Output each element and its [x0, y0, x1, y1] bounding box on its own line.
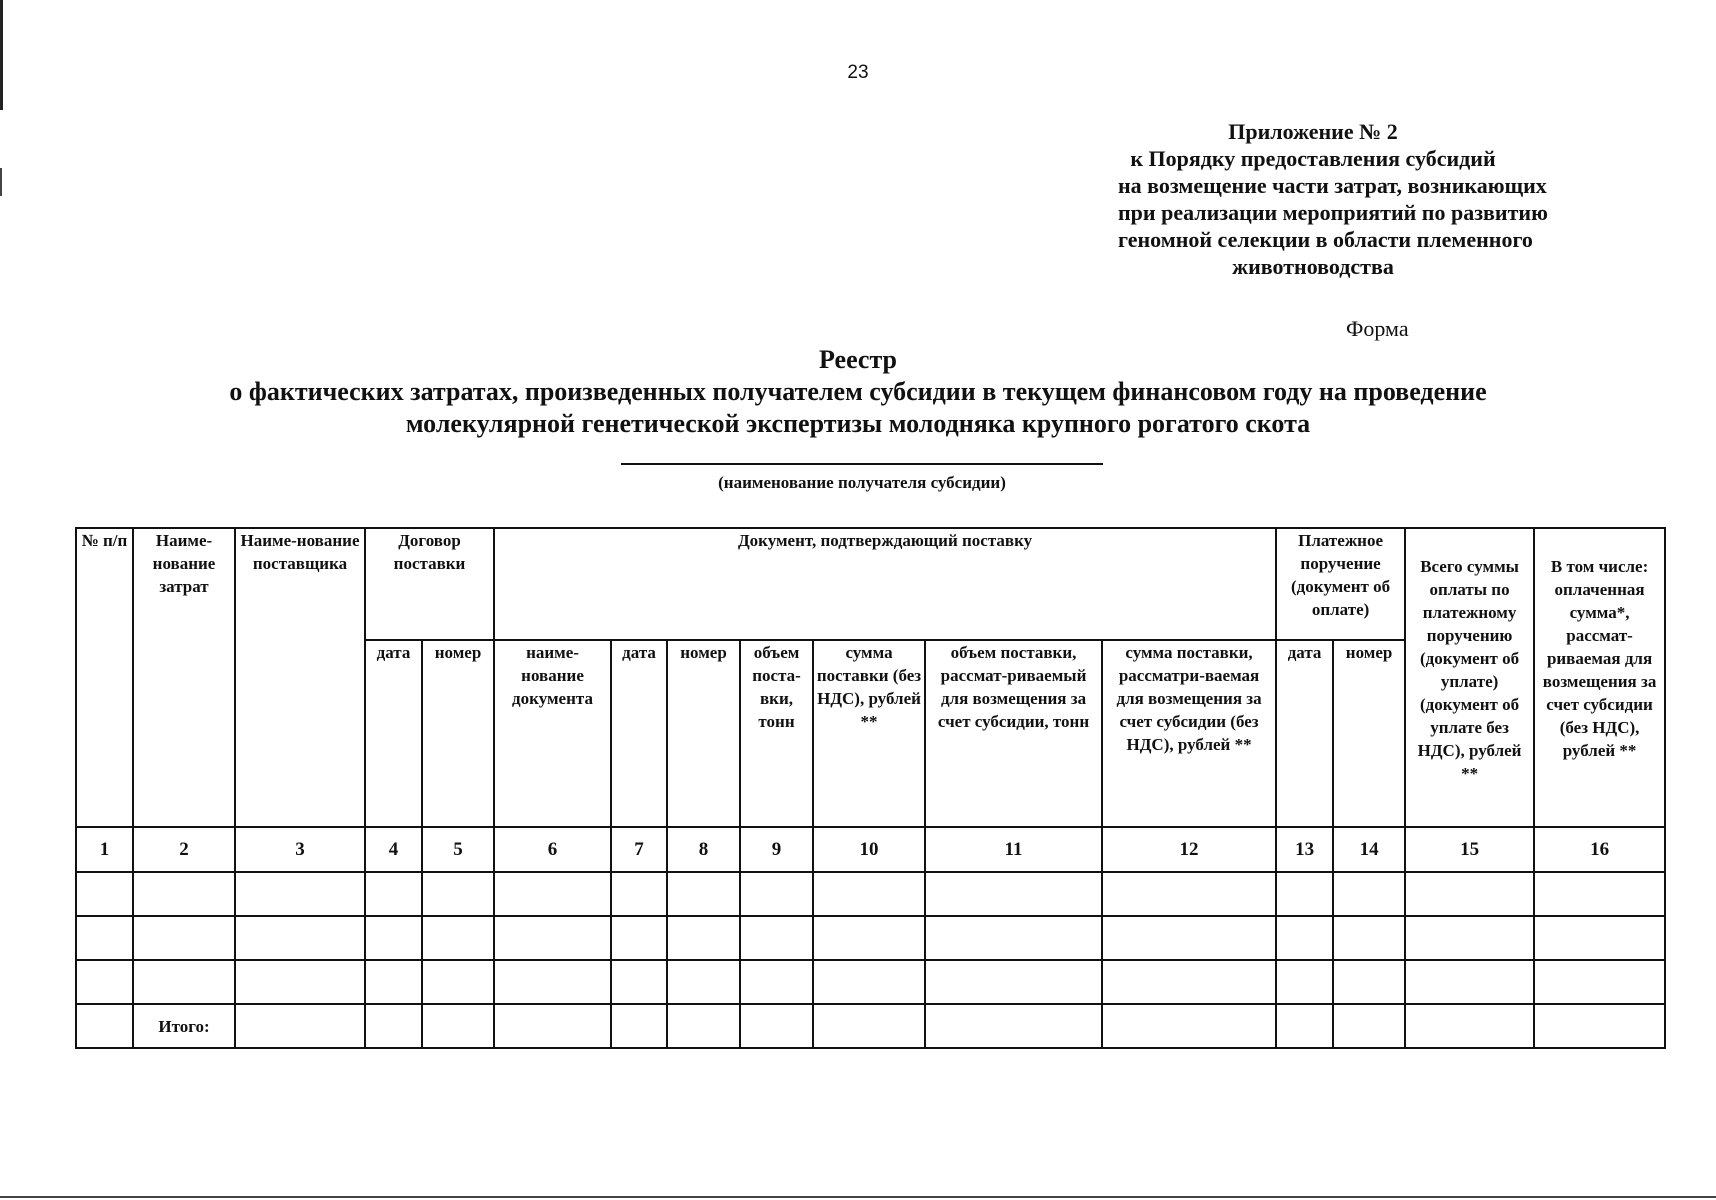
subheader-payment-number: номер: [1333, 640, 1405, 827]
table-cell: [235, 872, 365, 916]
table-cell: [925, 960, 1102, 1004]
recipient-name-line: [621, 463, 1103, 465]
total-label: Итого:: [133, 1004, 235, 1048]
column-number: 6: [494, 827, 611, 872]
table-cell: [813, 916, 925, 960]
recipient-caption: (наименование получателя субсидии): [718, 473, 1006, 492]
table-cell: [494, 1004, 611, 1048]
header-payment-order: Платежное поручение (документ об оплате): [1276, 528, 1405, 640]
table-cell: [235, 916, 365, 960]
table-cell: [1534, 960, 1665, 1004]
table-cell: [235, 1004, 365, 1048]
table-cell: [494, 872, 611, 916]
subheader-doc-name: наиме-нование документа: [494, 640, 611, 827]
table-cell: [76, 872, 133, 916]
column-number: 13: [1276, 827, 1333, 872]
table-cell: [365, 872, 422, 916]
header-total-paid: Всего суммы оплаты по платежному поручению (документ об уплате) (документ об уплате без НДС), рублей **: [1405, 528, 1534, 827]
table-row: [76, 960, 1665, 1004]
table-cell: [740, 916, 813, 960]
table-cell: [422, 916, 494, 960]
table-cell: [1333, 916, 1405, 960]
form-label: Форма: [1346, 316, 1409, 341]
table-cell: [133, 960, 235, 1004]
column-number: 14: [1333, 827, 1405, 872]
table-cell: [1102, 1004, 1276, 1048]
table-row: [76, 916, 1665, 960]
table-cell: [1102, 872, 1276, 916]
table-cell: [76, 916, 133, 960]
table-cell: [1276, 960, 1333, 1004]
table-cell: [1405, 1004, 1534, 1048]
title-line-2: молекулярной генетической экспертизы молодняка крупного рогатого скота: [405, 409, 1311, 438]
subheader-sum: сумма поставки (без НДС), рублей **: [813, 640, 925, 827]
table-cell: [494, 916, 611, 960]
table-cell: [1276, 1004, 1333, 1048]
table-cell: [1276, 916, 1333, 960]
table-cell: [235, 960, 365, 1004]
column-number: 1: [76, 827, 133, 872]
column-number: 4: [365, 827, 422, 872]
header-cost-name: Наиме-нование затрат: [133, 528, 235, 827]
table-cell: [422, 1004, 494, 1048]
table-cell: [667, 1004, 740, 1048]
subheader-contract-number: номер: [422, 640, 494, 827]
table-cell: [813, 1004, 925, 1048]
table-cell: [611, 960, 667, 1004]
table-cell: [925, 916, 1102, 960]
scan-bottom-edge: [0, 1196, 1716, 1198]
table-cell: [1405, 872, 1534, 916]
table-cell: [422, 872, 494, 916]
subheader-doc-number: номер: [667, 640, 740, 827]
header-num: № п/п: [76, 528, 133, 827]
document-title: [0, 344, 1716, 440]
table-cell: [494, 960, 611, 1004]
table-cell: [76, 960, 133, 1004]
table-cell: [740, 960, 813, 1004]
table-cell: [365, 960, 422, 1004]
table-cell: [1405, 916, 1534, 960]
header-delivery-document: Документ, подтверждающий поставку: [494, 528, 1276, 640]
table-cell: [1534, 872, 1665, 916]
table-cell: [1333, 872, 1405, 916]
column-number: 11: [925, 827, 1102, 872]
header-supplier-name: Наиме-нование поставщика: [235, 528, 365, 827]
table-cell: [1534, 916, 1665, 960]
column-number: 16: [1534, 827, 1665, 872]
subheader-volume: объем поста-вки, тонн: [740, 640, 813, 827]
table-cell: [813, 960, 925, 1004]
table-cell: [925, 1004, 1102, 1048]
title-line-1: о фактических затратах, произведенных получателем субсидии в текущем финансовом году на проведение: [229, 377, 1487, 406]
appendix-header: [1118, 118, 1548, 280]
table-cell: [611, 916, 667, 960]
table-cell: [76, 1004, 133, 1048]
subheader-contract-date: дата: [365, 640, 422, 827]
table-cell: [1534, 1004, 1665, 1048]
column-number: 8: [667, 827, 740, 872]
table-cell: [740, 1004, 813, 1048]
table-cell: [667, 916, 740, 960]
appendix-line: Приложение № 2: [1228, 119, 1398, 144]
table-cell: [1333, 1004, 1405, 1048]
header-row: [76, 528, 1665, 640]
title-main: Реестр: [818, 345, 898, 374]
column-number: 3: [235, 827, 365, 872]
table-row: [76, 872, 1665, 916]
table-cell: [365, 1004, 422, 1048]
appendix-line: на возмещение части затрат, возникающих: [1118, 173, 1547, 198]
column-number: 7: [611, 827, 667, 872]
table-cell: [667, 960, 740, 1004]
table-cell: [611, 872, 667, 916]
table-cell: [925, 872, 1102, 916]
registry-table: [75, 527, 1666, 1049]
table-cell: [133, 872, 235, 916]
table-cell: [1405, 960, 1534, 1004]
table-cell: [422, 960, 494, 1004]
appendix-line: животноводства: [1232, 254, 1394, 279]
column-number-row: [76, 827, 1665, 872]
table-cell: [611, 1004, 667, 1048]
subheader-doc-date: дата: [611, 640, 667, 827]
table-cell: [133, 916, 235, 960]
header-contract: Договор поставки: [365, 528, 494, 640]
column-number: 2: [133, 827, 235, 872]
header-including: В том числе: оплаченная сумма*, рассмат-риваемая для возмещения за счет субсидии (без НДС), рублей **: [1534, 528, 1665, 827]
subheader-sum-subsidy: сумма поставки, рассматри-ваемая для возмещения за счет субсидии (без НДС), рублей **: [1102, 640, 1276, 827]
page-number: 23: [847, 62, 869, 83]
column-number: 15: [1405, 827, 1534, 872]
appendix-line: при реализации мероприятий по развитию: [1118, 200, 1548, 225]
table-cell: [1102, 960, 1276, 1004]
table-cell: [1333, 960, 1405, 1004]
subheader-volume-subsidy: объем поставки, рассмат-риваемый для возмещения за счет субсидии, тонн: [925, 640, 1102, 827]
appendix-line: к Порядку предоставления субсидий: [1130, 146, 1496, 171]
table-cell: [667, 872, 740, 916]
subheader-payment-date: дата: [1276, 640, 1333, 827]
total-row: [76, 1004, 1665, 1048]
scan-edge-mark: [0, 0, 3, 110]
column-number: 12: [1102, 827, 1276, 872]
column-number: 10: [813, 827, 925, 872]
table-cell: [740, 872, 813, 916]
scan-edge-mark: [0, 168, 2, 196]
table-cell: [1276, 872, 1333, 916]
column-number: 5: [422, 827, 494, 872]
table-cell: [365, 916, 422, 960]
table-cell: [813, 872, 925, 916]
column-number: 9: [740, 827, 813, 872]
table-cell: [1102, 916, 1276, 960]
appendix-line: геномной селекции в области племенного: [1118, 227, 1533, 252]
